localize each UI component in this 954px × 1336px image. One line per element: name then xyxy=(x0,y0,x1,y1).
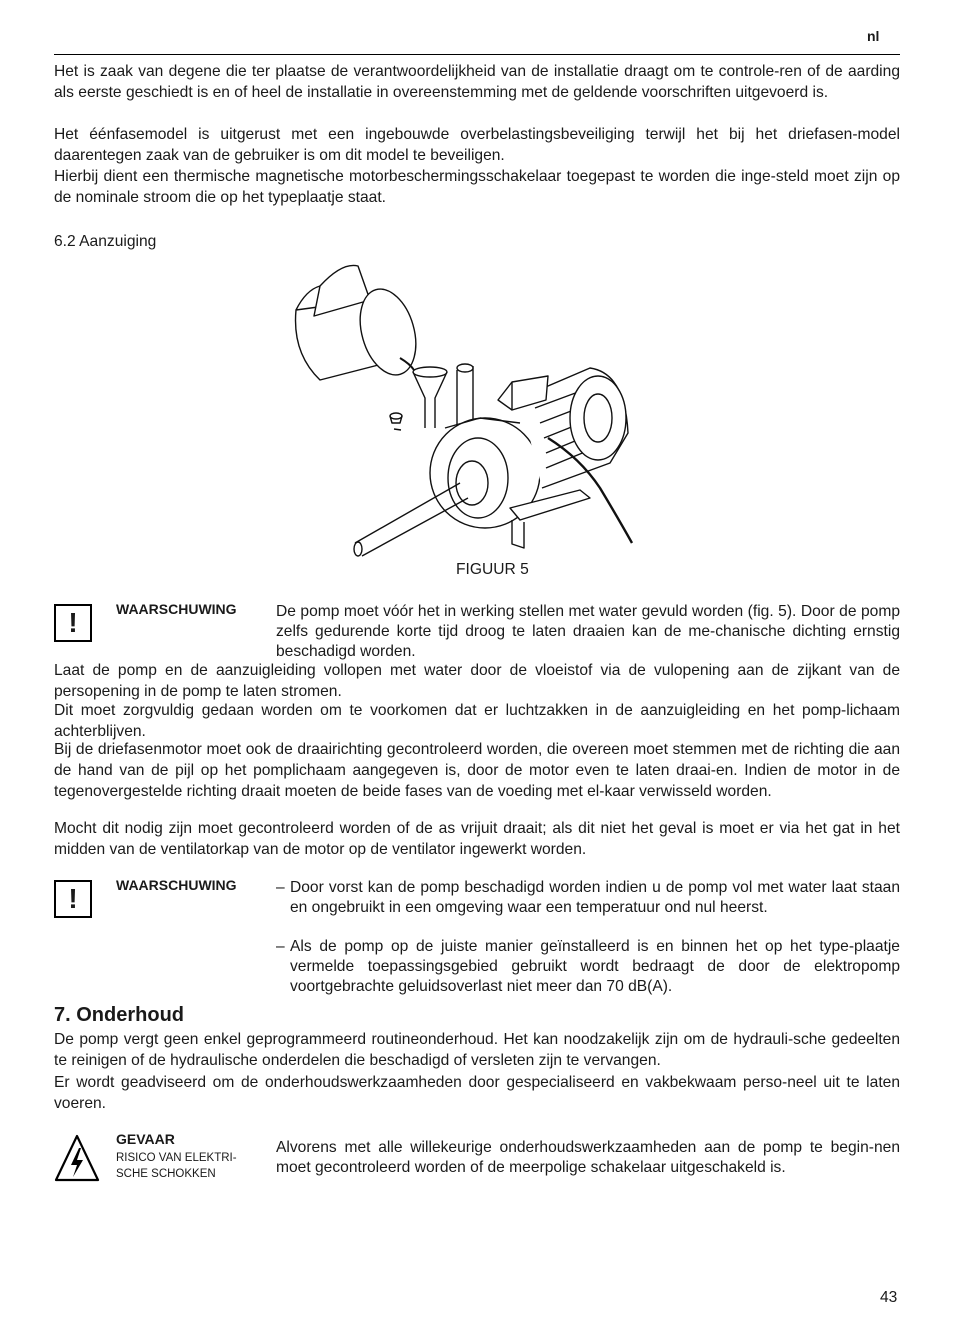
intro-paragraph-1: Het is zaak van degene die ter plaatse de verantwoordelijkheid van de installatie draagt om te controle-ren of de aarding als eerste geschiedt is en of heel de installatie in overeenstemming met de geldende voorschriften uitgevoerd is. xyxy=(54,63,900,101)
page-number: 43 xyxy=(880,1289,898,1306)
warning-box-2 xyxy=(54,880,92,918)
warning-2-item-text: Door vorst kan de pomp beschadigd worden indien u de pomp vol met water laat staan en ongebruikt in een omgeving waar een temperatuur ond nul heerst. xyxy=(290,879,900,916)
body-paragraph-2: Dit moet zorgvuldig gedaan worden om te voorkomen dat er luchtzakken in de aanzuigleiding en het pomp-lichaam achterblijven. xyxy=(54,702,900,740)
warning-2-item-1 xyxy=(276,878,900,918)
warning-2-item-text: Als de pomp op de juiste manier geïnstalleerd is en binnen het op het type-plaatje vermelde toepassingsgebied gebruikt wordt bedraagt de door de elektropomp voortgebrachte geluidsoverlast niet meer dan 70 dB(A). xyxy=(290,938,900,995)
body-paragraph-1: Laat de pomp en de aanzuigleiding vollopen met water door de vloeistof via de vulopening aan de zijkant van de persopening in de pomp te laten stromen. xyxy=(54,662,900,700)
electric-hazard-icon xyxy=(54,1133,100,1183)
warning-1-text: De pomp moet vóór het in werking stellen met water gevuld worden (fig. 5). Door de pomp zelfs gedurende korte tijd droog te laten draaien kan de me-chanische dichting ernstig beschadigd worden. xyxy=(276,603,900,660)
danger-label: GEVAAR xyxy=(116,1131,175,1147)
warning-box-1 xyxy=(54,604,92,642)
header-rule xyxy=(54,54,900,55)
list-dash: – xyxy=(276,938,285,955)
warning-1-label: WAARSCHUWING xyxy=(116,601,237,617)
intro-paragraph-3: Hierbij dient een thermische magnetische motorbeschermingsschakelaar toegepast te worden die inge-steld moet zijn op de nominale stroom die op het typeplaatje staat. xyxy=(54,168,900,206)
list-dash: – xyxy=(276,879,285,896)
danger-sublabel-line-2: SCHE SCHOKKEN xyxy=(116,1168,216,1180)
language-code: nl xyxy=(867,28,880,44)
danger-text: Alvorens met alle willekeurige onderhoudswerkzaamheden aan de pomp te begin-nen moet gecontroleerd worden of de meerpolige schakelaar uitgeschakeld is. xyxy=(276,1139,900,1176)
danger-sublabel-line-1: RISICO VAN ELEKTRI- xyxy=(116,1152,237,1164)
intro-paragraph-2: Het éénfasemodel is uitgerust met een ingebouwde overbelastingsbeveiliging terwijl het bij het driefasen-model daarentegen zaak van de gebruiker is om dit model te beveiligen. xyxy=(54,126,900,164)
danger-sublabel xyxy=(116,1150,266,1182)
section-6-2-title: 6.2 Aanzuiging xyxy=(54,233,157,250)
exclamation-icon: ! xyxy=(68,607,78,638)
warning-2-label: WAARSCHUWING xyxy=(116,877,237,893)
section-7-title: 7. Onderhoud xyxy=(54,1004,184,1026)
section-7-paragraph-1: De pomp vergt geen enkel geprogrammeerd routineonderhoud. Het kan noodzakelijk zijn om de hydrauli-sche gedeelten te reinigen of de hydraulische onderdelen die beschadigd of versleten zijn te vervangen. xyxy=(54,1031,900,1069)
body-paragraph-3: Bij de driefasenmotor moet ook de draairichting gecontroleerd worden, die overeen moet stemmen met de richting die aan de hand van de pijl op het pomplichaam aangegeven is, door de motor even te laten draai-en. Indien de motor in de tegenovergestelde richting draait moeten de beide fases van de voeding met el-kaar verwisseld worden. xyxy=(54,741,900,800)
figure-caption: FIGUUR 5 xyxy=(456,561,529,578)
warning-2-item-2 xyxy=(276,937,900,997)
exclamation-icon: ! xyxy=(68,883,78,914)
section-7-paragraph-2: Er wordt geadviseerd om de onderhoudswerkzaamheden door gespecialiseerd en vakbekwaam perso-neel uit te laten voeren. xyxy=(54,1074,900,1112)
pump-with-funnel-illustration xyxy=(280,258,650,558)
body-paragraph-4: Mocht dit nodig zijn moet gecontroleerd worden of de as vrijuit draait; als dit niet het geval is moet er via het gat in het midden van de ventilatorkap van de motor op de ventilator ingewerkt worden. xyxy=(54,820,900,858)
